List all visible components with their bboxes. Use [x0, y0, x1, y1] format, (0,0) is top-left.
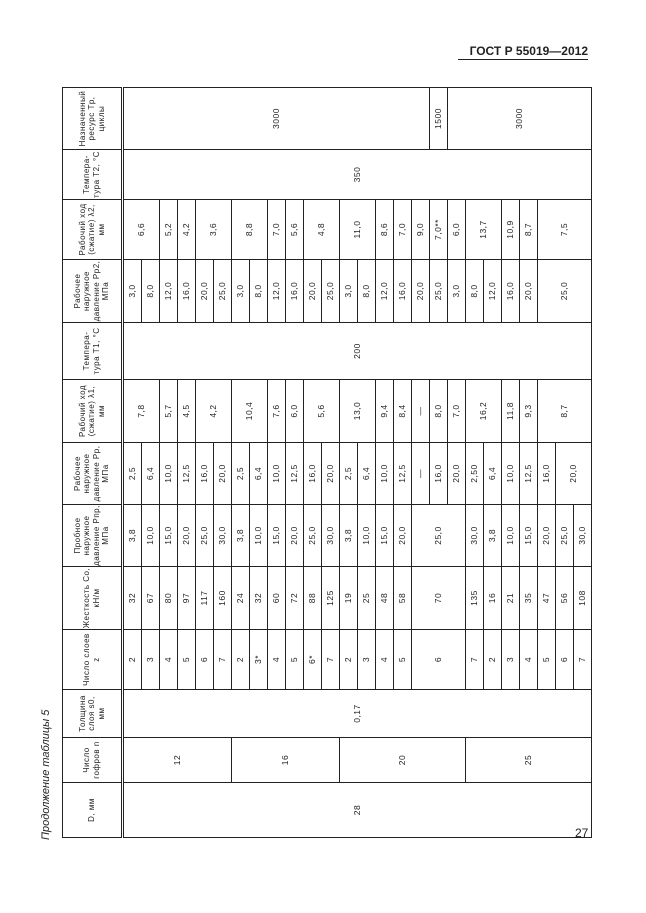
- cell-layers: 5: [177, 630, 195, 690]
- cell-working-pressure-2: 20,0: [411, 260, 429, 323]
- cell-working-pressure-2: 12,0: [375, 260, 393, 323]
- cell-resource: 3000: [447, 88, 591, 150]
- cell-stroke-2: 10,9: [501, 200, 519, 260]
- cell-stroke-1: 8,7: [537, 380, 591, 443]
- cell-working-pressure-2: 16,0: [285, 260, 303, 323]
- cell-test-pressure: 10,0: [357, 505, 375, 567]
- cell-working-pressure-2: 12,0: [267, 260, 285, 323]
- cell-working-pressure-2: 12,0: [483, 260, 501, 323]
- col-header-temperature-2: Темпера-тура T2, °C: [63, 150, 123, 200]
- cell-test-pressure: 15,0: [519, 505, 537, 567]
- cell-resource: 1500: [429, 88, 447, 150]
- cell-test-pressure: 30,0: [213, 505, 231, 567]
- cell-test-pressure: 20,0: [285, 505, 303, 567]
- cell-working-pressure-1: 16,0: [195, 443, 213, 505]
- cell-stroke-2: 7,0**: [429, 200, 447, 260]
- cell-test-pressure: 20,0: [537, 505, 555, 567]
- cell-test-pressure: 10,0: [501, 505, 519, 567]
- cell-stiffness: 160: [213, 567, 231, 630]
- page-number: 27: [575, 826, 589, 840]
- cell-working-pressure-2: 8,0: [249, 260, 267, 323]
- cell-stiffness: 72: [285, 567, 303, 630]
- cell-stroke-1: 6,0: [285, 380, 303, 443]
- cell-stroke-1: 7,8: [122, 380, 159, 443]
- cell-working-pressure-1: 10,0: [159, 443, 177, 505]
- cell-stiffness: 32: [122, 567, 141, 630]
- cell-resource: 3000: [122, 88, 429, 150]
- cell-stroke-2: 11,0: [339, 200, 375, 260]
- cell-working-pressure-2: 25,0: [321, 260, 339, 323]
- cell-stiffness: 88: [303, 567, 321, 630]
- cell-stiffness: 25: [357, 567, 375, 630]
- cell-working-pressure-1: 6,4: [357, 443, 375, 505]
- col-header-test-pressure: Пробное наружное давление Pпр, МПа: [63, 505, 123, 567]
- cell-layers: 5: [285, 630, 303, 690]
- cell-working-pressure-1: 16,0: [429, 443, 447, 505]
- cell-test-pressure: 30,0: [321, 505, 339, 567]
- cell-working-pressure-2: 25,0: [429, 260, 447, 323]
- rotated-table-container: [62, 88, 588, 838]
- cell-working-pressure-2: 3,0: [231, 260, 249, 323]
- cell-stiffness: 135: [465, 567, 483, 630]
- cell-stroke-2: 5,6: [285, 200, 303, 260]
- cell-stroke-1: 7,6: [267, 380, 285, 443]
- cell-test-pressure: 3,8: [483, 505, 501, 567]
- cell-working-pressure-1: 12,5: [519, 443, 537, 505]
- cell-temperature-1: 200: [122, 323, 591, 380]
- cell-stiffness: 35: [519, 567, 537, 630]
- cell-stroke-1: 4,5: [177, 380, 195, 443]
- col-header-layers: Число слоев z: [63, 630, 123, 690]
- cell-working-pressure-1: 10,0: [267, 443, 285, 505]
- cell-working-pressure-1: 6,4: [249, 443, 267, 505]
- cell-layers: 6: [411, 630, 465, 690]
- cell-stroke-1: 16,2: [465, 380, 501, 443]
- cell-working-pressure-1: 6,4: [141, 443, 159, 505]
- cell-test-pressure: 15,0: [375, 505, 393, 567]
- cell-working-pressure-2: 12,0: [159, 260, 177, 323]
- cell-stroke-2: 9,0: [411, 200, 429, 260]
- cell-layers: 3: [357, 630, 375, 690]
- cell-working-pressure-1: 10,0: [375, 443, 393, 505]
- cell-working-pressure-1: 20,0: [555, 443, 591, 505]
- col-header-working-pressure-1: Рабочее наружное давление Pр, МПа: [63, 443, 123, 505]
- cell-working-pressure-2: 25,0: [537, 260, 591, 323]
- cell-stroke-2: 13,7: [465, 200, 501, 260]
- cell-stroke-2: 7,0: [393, 200, 411, 260]
- cell-stroke-2: 6,6: [122, 200, 159, 260]
- cell-layers: 4: [267, 630, 285, 690]
- cell-layers: 5: [393, 630, 411, 690]
- standard-designation: ГОСТ Р 55019—2012: [469, 44, 588, 58]
- cell-test-pressure: 3,8: [231, 505, 249, 567]
- cell-stroke-2: 8,7: [519, 200, 537, 260]
- cell-stiffness: 117: [195, 567, 213, 630]
- cell-stiffness: 16: [483, 567, 501, 630]
- cell-layers: 4: [519, 630, 537, 690]
- cell-working-pressure-1: 16,0: [303, 443, 321, 505]
- cell-working-pressure-2: 3,0: [447, 260, 465, 323]
- cell-stiffness: 21: [501, 567, 519, 630]
- table-row: [122, 88, 141, 838]
- cell-working-pressure-1: 6,4: [483, 443, 501, 505]
- cell-working-pressure-1: 16,0: [537, 443, 555, 505]
- cell-working-pressure-2: 16,0: [393, 260, 411, 323]
- cell-stroke-2: 4,8: [303, 200, 339, 260]
- cell-corrugations: 16: [231, 738, 339, 783]
- cell-test-pressure: 30,0: [465, 505, 483, 567]
- col-header-thickness: Толщина слоя s0, мм: [63, 690, 123, 738]
- table-caption: Продолжение таблицы 5: [40, 709, 52, 840]
- cell-test-pressure: 25,0: [411, 505, 465, 567]
- cell-stroke-1: 5,6: [303, 380, 339, 443]
- col-header-d: D, мм: [63, 783, 123, 838]
- cell-stroke-1: 13,0: [339, 380, 375, 443]
- cell-working-pressure-2: 3,0: [339, 260, 357, 323]
- cell-stiffness: 125: [321, 567, 339, 630]
- cell-working-pressure-1: 20,0: [447, 443, 465, 505]
- cell-working-pressure-2: 20,0: [519, 260, 537, 323]
- cell-stroke-2: 6,0: [447, 200, 465, 260]
- cell-stroke-1: 7,0: [447, 380, 465, 443]
- cell-working-pressure-1: 2,5: [339, 443, 357, 505]
- cell-working-pressure-2: 16,0: [177, 260, 195, 323]
- cell-temperature-2: 350: [122, 150, 591, 200]
- cell-thickness: 0,17: [122, 690, 591, 738]
- cell-stroke-1: 5,7: [159, 380, 177, 443]
- cell-stiffness: 60: [267, 567, 285, 630]
- cell-stroke-2: 7,0: [267, 200, 285, 260]
- cell-stroke-2: 8,6: [375, 200, 393, 260]
- col-header-corrugations: Число гофров n: [63, 738, 123, 783]
- cell-working-pressure-2: 3,0: [122, 260, 141, 323]
- cell-test-pressure: 25,0: [555, 505, 573, 567]
- cell-layers: 6: [555, 630, 573, 690]
- cell-stiffness: 108: [573, 567, 591, 630]
- cell-corrugations: 25: [465, 738, 591, 783]
- cell-working-pressure-1: 20,0: [321, 443, 339, 505]
- cell-working-pressure-2: 8,0: [357, 260, 375, 323]
- cell-stroke-1: 8,0: [429, 380, 447, 443]
- cell-layers: 3: [141, 630, 159, 690]
- cell-working-pressure-1: 2,50: [465, 443, 483, 505]
- cell-working-pressure-1: 12,5: [393, 443, 411, 505]
- cell-layers: 6: [195, 630, 213, 690]
- cell-layers: 4: [159, 630, 177, 690]
- cell-working-pressure-2: 8,0: [465, 260, 483, 323]
- cell-stiffness: 19: [339, 567, 357, 630]
- cell-stiffness: 58: [393, 567, 411, 630]
- cell-stiffness: 67: [141, 567, 159, 630]
- cell-corrugations: 12: [122, 738, 231, 783]
- cell-test-pressure: 3,8: [122, 505, 141, 567]
- cell-layers: 7: [213, 630, 231, 690]
- cell-stiffness: 56: [555, 567, 573, 630]
- col-header-stroke-2: Рабочий ход (сжатие) λ2, мм: [63, 200, 123, 260]
- cell-test-pressure: 10,0: [249, 505, 267, 567]
- cell-working-pressure-1: 2,5: [122, 443, 141, 505]
- cell-working-pressure-2: 8,0: [141, 260, 159, 323]
- cell-working-pressure-2: 25,0: [213, 260, 231, 323]
- cell-working-pressure-2: 16,0: [501, 260, 519, 323]
- cell-d: 28: [122, 783, 591, 838]
- cell-test-pressure: 20,0: [177, 505, 195, 567]
- cell-layers: 5: [537, 630, 555, 690]
- cell-test-pressure: 30,0: [573, 505, 591, 567]
- cell-working-pressure-1: 10,0: [501, 443, 519, 505]
- cell-stiffness: 80: [159, 567, 177, 630]
- cell-layers: 6*: [303, 630, 321, 690]
- col-header-working-pressure-2: Рабочее наружное давление Pр2, МПа: [63, 260, 123, 323]
- cell-stroke-2: 3,6: [195, 200, 231, 260]
- cell-stiffness: 47: [537, 567, 555, 630]
- cell-test-pressure: 15,0: [267, 505, 285, 567]
- cell-layers: 2: [231, 630, 249, 690]
- cell-stroke-2: 4,2: [177, 200, 195, 260]
- cell-stroke-1: 10,4: [231, 380, 267, 443]
- cell-working-pressure-1: —: [411, 443, 429, 505]
- cell-stroke-1: 9,3: [519, 380, 537, 443]
- cell-working-pressure-1: 2,5: [231, 443, 249, 505]
- cell-test-pressure: 10,0: [141, 505, 159, 567]
- header-rule: [458, 59, 588, 60]
- header-row: [63, 88, 123, 838]
- col-header-stroke-1: Рабочий ход (сжатие) λ1, мм: [63, 380, 123, 443]
- cell-working-pressure-2: 20,0: [303, 260, 321, 323]
- cell-layers: 7: [573, 630, 591, 690]
- cell-stroke-1: 9,4: [375, 380, 393, 443]
- cell-stiffness: 32: [249, 567, 267, 630]
- col-header-stiffness: Жесткость Cо, кН/м: [63, 567, 123, 630]
- cell-stroke-1: 11,8: [501, 380, 519, 443]
- cell-layers: 3*: [249, 630, 267, 690]
- cell-stroke-2: 8,8: [231, 200, 267, 260]
- specs-table: [62, 87, 592, 838]
- cell-test-pressure: 3,8: [339, 505, 357, 567]
- cell-stiffness: 48: [375, 567, 393, 630]
- cell-working-pressure-1: 12,5: [177, 443, 195, 505]
- cell-stroke-2: 5,2: [159, 200, 177, 260]
- col-header-resource: Назначенный ресурс Tр, циклы: [63, 88, 123, 150]
- cell-layers: 3: [501, 630, 519, 690]
- cell-test-pressure: 25,0: [303, 505, 321, 567]
- cell-layers: 2: [122, 630, 141, 690]
- cell-layers: 4: [375, 630, 393, 690]
- cell-working-pressure-1: 20,0: [213, 443, 231, 505]
- col-header-temperature-1: Темпера-тура T1, °C: [63, 323, 123, 380]
- cell-stiffness: 70: [411, 567, 465, 630]
- cell-layers: 2: [483, 630, 501, 690]
- cell-stroke-1: 8,4: [393, 380, 411, 443]
- cell-stroke-1: 4,2: [195, 380, 231, 443]
- cell-working-pressure-2: 20,0: [195, 260, 213, 323]
- cell-test-pressure: 25,0: [195, 505, 213, 567]
- cell-layers: 7: [465, 630, 483, 690]
- cell-stiffness: 97: [177, 567, 195, 630]
- cell-stroke-1: —: [411, 380, 429, 443]
- cell-stiffness: 24: [231, 567, 249, 630]
- cell-layers: 2: [339, 630, 357, 690]
- cell-test-pressure: 20,0: [393, 505, 411, 567]
- cell-working-pressure-1: 12,5: [285, 443, 303, 505]
- cell-corrugations: 20: [339, 738, 465, 783]
- cell-layers: 7: [321, 630, 339, 690]
- cell-stroke-2: 7,5: [537, 200, 591, 260]
- cell-test-pressure: 15,0: [159, 505, 177, 567]
